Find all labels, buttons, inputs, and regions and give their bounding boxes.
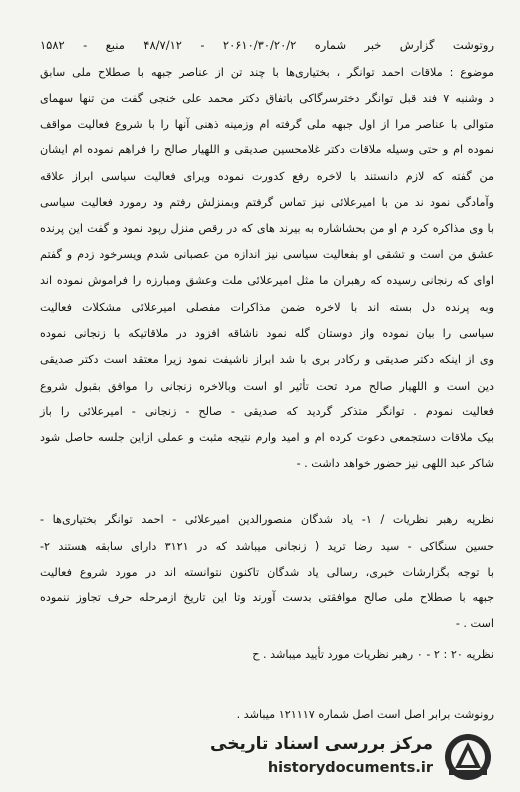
watermark-title: مرکز بررسی اسناد تاریخی	[210, 734, 433, 754]
body-line: با وی مذاکره کرد م او من بحشاشاره به بیرند های که در رقص منزل رپود نمود و گفت این پرنده	[40, 222, 494, 235]
body-line: بیک ملاقات دستجمعی دعوت کرده ام و امید وارم نتیجه مثبت و عملی ازاین جلسه حاصل شود	[40, 431, 494, 444]
notes-line: حسین سنگاکی - سید رضا ترید ( زنجانی میباشد که در ۳۱۲۱ دارای سابقه هستند ۲-	[40, 540, 494, 553]
body-line: من گفته که لازم دانستند با لاخره رفع کدورت نموده ویرای فعالیت سیاسی ابراز علاقه	[40, 170, 494, 183]
body-line: سیاسی را بیان نموده واز دوستان گله نمود ناشاقه افزود در ملاقاتیکه با زنجانی نموده	[40, 327, 494, 340]
body-line: وآمادگی نمود ند من با امیرعلائی نیز تماس گرفتم وبمنزلش رفتم ود رمورد فعالیت سیاسی	[40, 196, 494, 209]
body-line: متوالی با عناصر مرا از اول جبهه ملی گرفته ام وزمینه ذهنی آنها را با شروع فعالیت مواقف	[40, 118, 494, 131]
body-line: دین است و اللهیار صالح مرد تحت تأثیر او است وبالاخره زنجانی را موافق بقبول شروع	[40, 380, 494, 393]
body-line: وی از اینکه دکتر صدیقی و رکادر بری با شد ابراز ناشیفت نمود زیرا معتقد است دکتر صدیقی	[40, 353, 494, 366]
watermark-url: historydocuments.ir	[267, 760, 433, 776]
notes-line: است . -	[455, 617, 494, 630]
notes-line: جبهه با صطلاح ملی صالح موافقتی بدست آورند وتا این تاریخ ازمرحله حرف تجاوز ننموده	[40, 591, 494, 604]
body-line: موضوع : ملاقات احمد توانگر ، بختیاری‌ها با چند تن از عناصر جبهه با صطلاح ملی سابق	[40, 66, 494, 79]
document-header: روتوشت گزارش خبر شماره ۲۰۶۱۰/۳۰/۲۰/۲ - ۴۸/۷/۱۲ منبع - ۱۵۸۲	[40, 38, 494, 52]
body-line: شاکر عبد اللهی نیز حضور خواهد داشت . -	[296, 457, 494, 470]
body-line: اوای که رنجانی رسیده که رهبران ما مثل امیرعلائی ملت وعشق ومبارزه را فراموش نموده اند	[40, 274, 494, 287]
watermark	[210, 728, 503, 788]
notes-line: نظریه رهبر نظریات / ۱- یاد شدگان منصورالدین امیرعلائی - احمد توانگر بختیاری‌ها -	[40, 513, 494, 526]
document-footer: رونوشت برابر اصل است اصل شماره ۱۲۱۱۱۷ میباشد .	[236, 708, 494, 721]
body-line: فعالیت نمودم . توانگر متذکر گردید که صدیقی - صالح - زنجانی - امیرعلائی را باز	[40, 405, 494, 418]
history-documents-logo-icon	[441, 732, 495, 782]
body-line: عشق من است و تشقی او بفعالیت سیاسی نیز اندازه من عصبانی شدم ویسرخود زدم و گفتم	[40, 248, 494, 261]
body-line: د وشنبه ۷ فند قبل توانگر دخترسرگاکی باتفاق دکتر محمد علی خنجی گفت من تنها سهمای	[40, 92, 494, 105]
body-line: نموده ام و حتی وسیله ملاقات دکتر غلامحسین صدیقی و اللهیار صالح را فراهم نموده ام ایشان	[40, 143, 494, 156]
body-line: وبه پرنده دل بسته اند با لاخره ضمن مذاکرات مفصلی امیرعلائی مشکلات فعالیت	[40, 301, 494, 314]
notes-line: با توجه بگزارشات خبری، رسالی یاد شدگان تاکنون نتوانسته اند در مورد شروع فعالیت	[40, 566, 494, 579]
notes-line: نظریه ۲۰ : ۲ - ۰ رهبر نظریات مورد تأیید میباشد . ح	[252, 648, 494, 661]
